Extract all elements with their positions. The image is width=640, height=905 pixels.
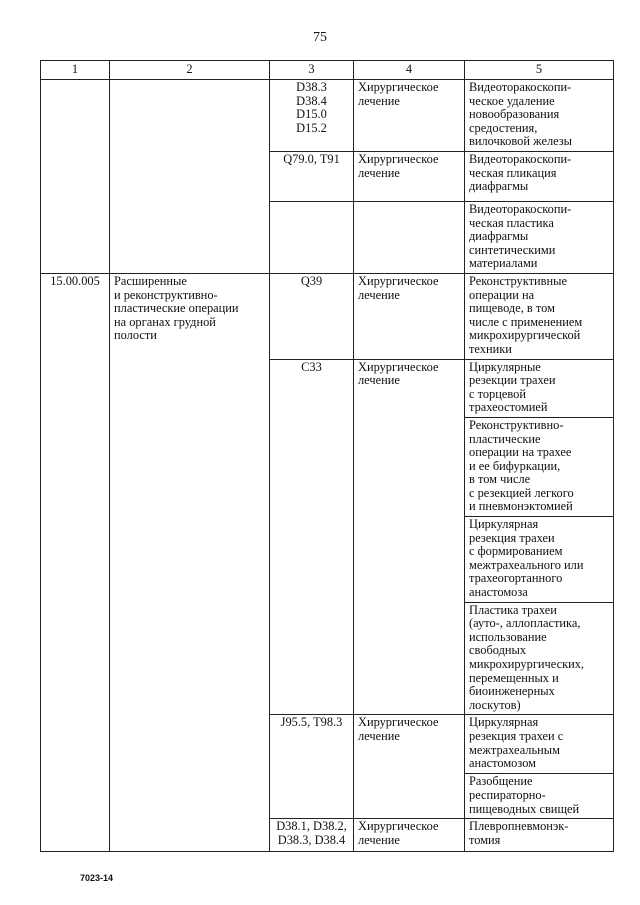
table-row bbox=[41, 273, 614, 359]
page-number: 75 bbox=[313, 30, 327, 45]
cell-procedure: Видеоторакоскопи- ческая пластика диафрагмы синтетическими материалами bbox=[465, 201, 614, 273]
cell-group-title: Расширенные и реконструктивно- пластические операции на органах грудной полости bbox=[110, 273, 270, 851]
cell-procedure: Реконструктивные операции на пищеводе, в том числе с применением микрохирургической техники bbox=[465, 273, 614, 359]
cell-procedure: Реконструктивно- пластические операции на трахее и ее бифуркации, в том числе с резекцией легкого и пневмонэктомией bbox=[465, 417, 614, 516]
cell-procedure: Циркулярная резекция трахеи с межтрахеальным анастомозом bbox=[465, 715, 614, 774]
table-row bbox=[41, 80, 614, 152]
footer-code: 7023-14 bbox=[80, 873, 114, 883]
cell-procedure: Видеоторакоскопи- ческое удаление новообразования средостения, вилочковой железы bbox=[465, 80, 614, 152]
header-col-2: 2 bbox=[110, 61, 270, 80]
cell-procedure: Плевропневмонэк- томия bbox=[465, 819, 614, 852]
cell-codes: Q39 bbox=[270, 273, 354, 359]
cell-method: Хирургическое лечение bbox=[354, 359, 465, 715]
cell-codes: Q79.0, T91 bbox=[270, 151, 354, 201]
cell-procedure: Циркулярная резекция трахеи с формированием межтрахеального или трахеогортанного анастомоза bbox=[465, 517, 614, 603]
header-col-1: 1 bbox=[41, 61, 110, 80]
cell-method: Хирургическое лечение bbox=[354, 80, 465, 152]
cell-procedure: Пластика трахеи (ауто-, аллопластика, использование свободных микрохирургических, перемещенных и биоинженерных лоскутов) bbox=[465, 602, 614, 715]
cell-group-code-empty bbox=[41, 80, 110, 274]
cell-method: Хирургическое лечение bbox=[354, 273, 465, 359]
cell-codes: J95.5, T98.3 bbox=[270, 715, 354, 819]
cell-procedure: Циркулярные резекции трахеи с торцевой трахеостомией bbox=[465, 359, 614, 417]
cell-codes-empty bbox=[270, 201, 354, 273]
cell-codes: C33 bbox=[270, 359, 354, 715]
header-col-5: 5 bbox=[465, 61, 614, 80]
cell-method: Хирургическое лечение bbox=[354, 151, 465, 201]
cell-codes: D38.1, D38.2, D38.3, D38.4 bbox=[270, 819, 354, 852]
cell-codes: D38.3 D38.4 D15.0 D15.2 bbox=[270, 80, 354, 152]
cell-method: Хирургическое лечение bbox=[354, 819, 465, 852]
cell-method: Хирургическое лечение bbox=[354, 715, 465, 819]
cell-group-title-empty bbox=[110, 80, 270, 274]
cell-procedure: Разобщение респираторно- пищеводных свищей bbox=[465, 774, 614, 819]
header-row bbox=[41, 61, 614, 80]
procedures-table bbox=[40, 60, 614, 852]
cell-method-empty bbox=[354, 201, 465, 273]
header-col-3: 3 bbox=[270, 61, 354, 80]
cell-procedure: Видеоторакоскопи- ческая пликация диафрагмы bbox=[465, 151, 614, 201]
header-col-4: 4 bbox=[354, 61, 465, 80]
cell-group-code: 15.00.005 bbox=[41, 273, 110, 851]
